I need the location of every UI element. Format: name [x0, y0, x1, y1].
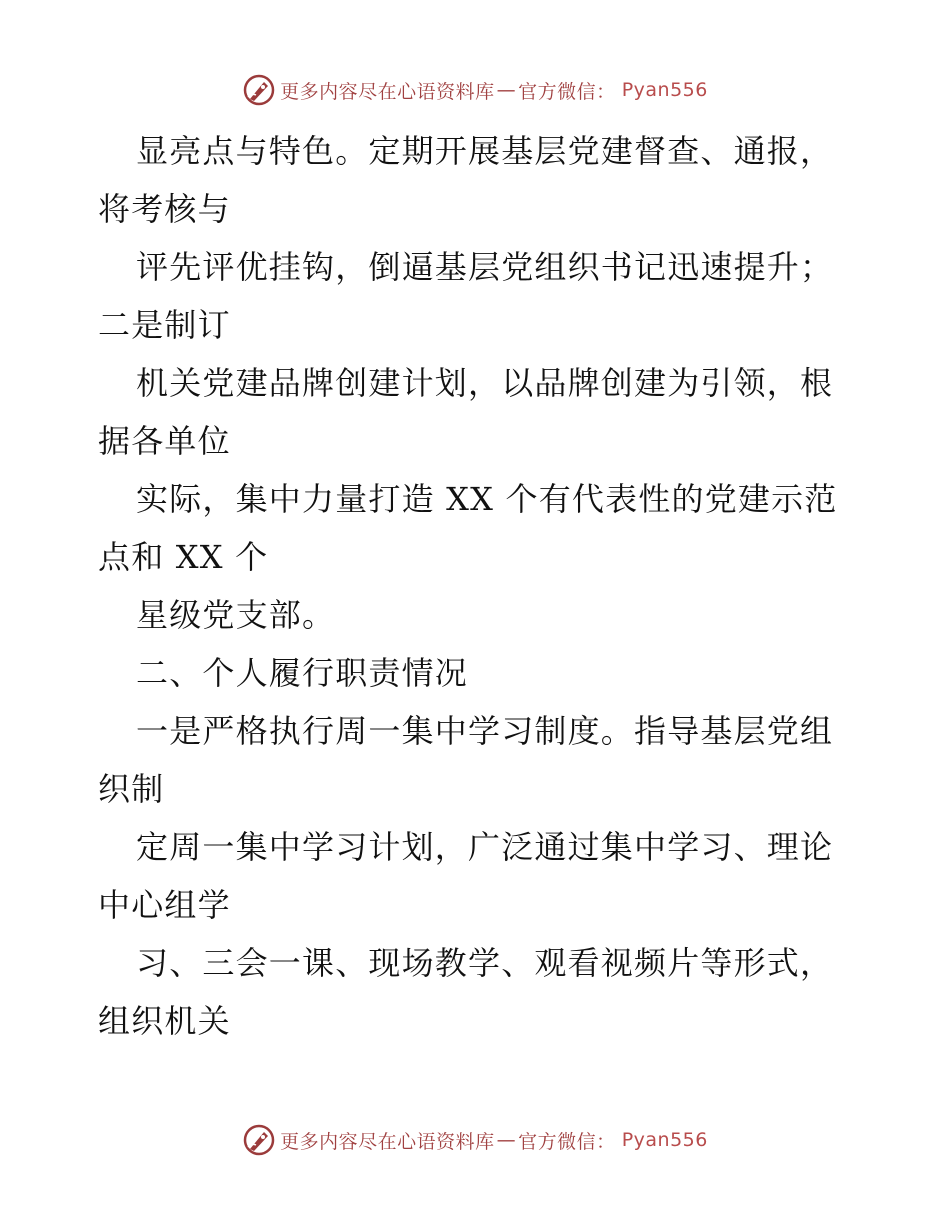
- text-line: 评先评优挂钩，倒逼基层党组织书记迅速提升；: [136, 248, 834, 286]
- pen-nib-logo-icon: [242, 1123, 276, 1157]
- text-line: 星级党支部。: [136, 596, 336, 634]
- footer-watermark-banner: [0, 1120, 950, 1160]
- text-line: 织制: [98, 770, 165, 808]
- text-line: 将考核与: [98, 190, 231, 228]
- wechat-id: Pyan556: [621, 79, 708, 101]
- text-line: 中心组学: [98, 886, 231, 924]
- section-heading: 二、个人履行职责情况: [136, 654, 469, 692]
- text-line: 定周一集中学习计划，广泛通过集中学习、理论: [136, 828, 834, 866]
- text-line: 习、三会一课、现场教学、观看视频片等形式，: [136, 944, 834, 982]
- text-line: 组织机关: [98, 1002, 231, 1040]
- text-line: 一是严格执行周一集中学习制度。指导基层党组: [136, 712, 834, 750]
- header-watermark-banner: [0, 70, 950, 110]
- text-line: 二是制订: [98, 306, 231, 344]
- site-name: 更多内容尽在心语资料库: [280, 80, 495, 103]
- site-name: 更多内容尽在心语资料库: [280, 1130, 495, 1153]
- document-body: [98, 122, 858, 1050]
- colon: ：: [596, 1130, 616, 1153]
- pen-nib-logo-icon: [242, 73, 276, 107]
- text-line: 点和 XX 个: [98, 538, 269, 576]
- colon: ：: [596, 80, 616, 103]
- text-line: 显亮点与特色。定期开展基层党建督查、通报，: [136, 132, 834, 170]
- wechat-label: 官方微信: [518, 80, 597, 103]
- wechat-id: Pyan556: [621, 1129, 708, 1151]
- text-line: 机关党建品牌创建计划，以品牌创建为引领，根: [136, 364, 834, 402]
- separator: —: [496, 79, 517, 101]
- separator: —: [496, 1129, 517, 1151]
- text-line: 据各单位: [98, 422, 231, 460]
- text-line: 实际，集中力量打造 XX 个有代表性的党建示范: [136, 480, 838, 518]
- wechat-label: 官方微信: [518, 1130, 597, 1153]
